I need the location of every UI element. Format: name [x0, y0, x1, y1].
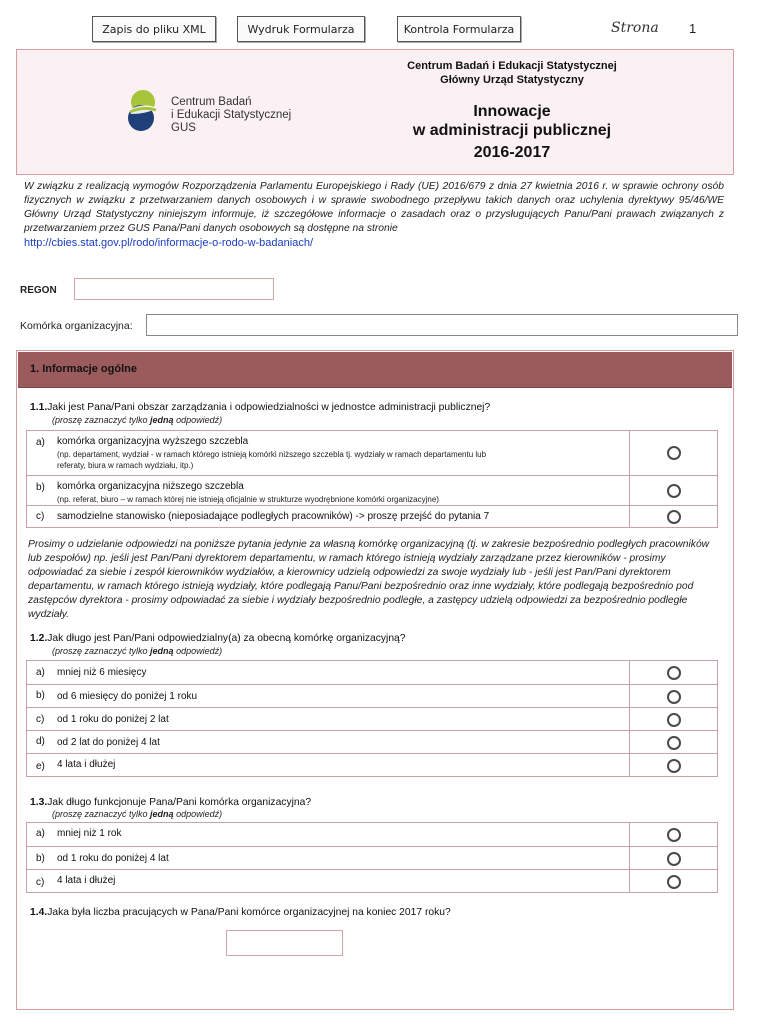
question-1-1 [30, 402, 490, 413]
option-radio-cell [629, 685, 717, 707]
option-label: mniej niż 1 rok [57, 828, 122, 839]
option-radio-cell [629, 506, 717, 527]
option-letter: b) [36, 690, 45, 701]
hint-post: odpowiedź) [173, 415, 223, 425]
section-1-title: 1. Informacje ogólne [30, 363, 137, 375]
radio-button-1-1-b[interactable] [667, 484, 681, 498]
radio-button-1-2-e[interactable] [667, 759, 681, 773]
hint-post: odpowiedź) [173, 646, 223, 656]
regon-label: REGON [20, 285, 57, 296]
page-label: Strona [611, 20, 659, 36]
option-radio-cell [629, 823, 717, 846]
page-number: 1 [689, 21, 697, 36]
option-letter: c) [36, 714, 45, 725]
gdpr-notice [24, 180, 724, 250]
radio-button-1-3-b[interactable] [667, 852, 681, 866]
option-letter: a) [36, 667, 45, 678]
option-radio-cell [629, 431, 717, 475]
radio-button-1-2-a[interactable] [667, 666, 681, 680]
option-label: komórka organizacyjna niższego szczebla [57, 481, 244, 492]
radio-button-1-1-a[interactable] [667, 446, 681, 460]
question-text: Jak długo funkcjonuje Pana/Pani komórka organizacyjna? [47, 797, 312, 808]
option-label: komórka organizacyjna wyższego szczebla [57, 436, 249, 447]
unit-input[interactable] [146, 314, 738, 336]
option-letter: b) [36, 853, 45, 864]
logo-emblem-icon [125, 88, 165, 132]
option-radio-cell [629, 661, 717, 684]
option-radio-cell [629, 754, 717, 776]
option-row [27, 846, 717, 869]
form-title-line1: Innowacje [473, 103, 551, 120]
question-1-2-options [26, 660, 718, 777]
gdpr-info-link[interactable]: http://cbies.stat.gov.pl/rodo/informacje-o-rodo-w-badaniach/ [24, 237, 313, 249]
staff-count-input[interactable] [226, 930, 343, 956]
option-label: mniej niż 6 miesięcy [57, 667, 147, 678]
hint-bold: jedną [150, 646, 174, 656]
question-1-3 [30, 797, 311, 808]
option-row [27, 707, 717, 730]
logo-text-line2: i Edukacji Statystycznej GUS [171, 109, 292, 134]
question-text: Jak długo jest Pan/Pani odpowiedzialny(a) za obecną komórkę organizacyjną? [47, 633, 406, 644]
question-text: Jaka była liczba pracujących w Pana/Pani komórce organizacyjnej na koniec 2017 roku? [47, 907, 451, 918]
question-1-1-options [26, 430, 718, 528]
radio-button-1-1-c[interactable] [667, 510, 681, 524]
option-radio-cell [629, 870, 717, 892]
option-row [27, 475, 717, 505]
option-label: samodzielne stanowisko (nieposiadające podległych pracowników) -> proszę przejść do pytania 7 [57, 511, 490, 522]
question-number: 1.1. [30, 402, 48, 413]
question-1-2 [30, 633, 406, 644]
question-1-3-options [26, 822, 718, 893]
option-letter: a) [36, 437, 45, 448]
validate-form-button[interactable]: Kontrola Formularza [397, 16, 521, 42]
option-letter: b) [36, 482, 45, 493]
option-row [27, 753, 717, 776]
print-form-button[interactable]: Wydruk Formularza [237, 16, 365, 42]
option-row [27, 431, 717, 475]
instructions-paragraph: Prosimy o udzielanie odpowiedzi na poniższe pytania jedynie za własną komórkę organizacyjną (tj. w zakresie bezpośrednio podległych pracowników lub zespołów) np. jeśli jest Pan/Pani dyrektorem departamentu, w ramach którego istnieją wydziały zarządzane przez kierowników - prosimy odpowiadać za siebie i zespół kierowników wydziałów, a kierownicy udzielą odpowiedzi za swoje wydziały lub - jeśli jest Pan/Pani dyrektorem departamentu, w ramach którego istnieją wydziały, które podlegają Panu/Pani bezpośrednio oraz inne wydziały, które podlegają bezpośrednio pod zastępców dyrektora - prosimy odpowiadać za siebie i wydziały bezpośrednio podległe, a zastępcy udzielą odpowiedzi za bezpośrednio podległe wydziały. [28, 539, 710, 620]
option-label: od 6 miesięcy do poniżej 1 roku [57, 691, 198, 702]
question-1-2-hint [52, 646, 222, 656]
question-1-1-hint [52, 415, 222, 425]
option-label: 4 lata i dłużej [57, 875, 116, 886]
option-label: od 2 lat do poniżej 4 lat [57, 737, 160, 748]
radio-button-1-2-c[interactable] [667, 713, 681, 727]
option-row [27, 823, 717, 846]
option-label: 4 lata i dłużej [57, 759, 116, 770]
question-text: Jaki jest Pana/Pani obszar zarządzania i odpowiedzialności w jednostce administracji publicznej? [47, 402, 491, 413]
option-row [27, 684, 717, 707]
option-letter: e) [36, 761, 45, 772]
option-radio-cell [629, 708, 717, 730]
option-letter: d) [36, 736, 45, 747]
option-label: od 1 roku do poniżej 4 lat [57, 853, 169, 864]
question-number: 1.2. [30, 633, 48, 644]
radio-button-1-2-d[interactable] [667, 736, 681, 750]
option-row [27, 869, 717, 892]
option-sublabel: (np. referat, biuro – w ramach której nie istnieją oficjalnie w strukturze wyodrębnione komórki organizacyjne) [57, 495, 439, 504]
hint-pre: (proszę zaznaczyć tylko [52, 809, 151, 819]
hint-pre: (proszę zaznaczyć tylko [52, 415, 151, 425]
option-letter: c) [36, 511, 45, 522]
option-row [27, 505, 717, 527]
option-row [27, 730, 717, 753]
question-number: 1.3. [30, 797, 48, 808]
form-title-line3: 2016-2017 [473, 144, 551, 161]
option-label: od 1 roku do poniżej 2 lat [57, 714, 169, 725]
logo-text-line1: Centrum Badań [171, 96, 252, 108]
question-1-4 [30, 907, 451, 918]
option-radio-cell [629, 476, 717, 505]
xml-export-button[interactable]: Zapis do pliku XML [92, 16, 216, 42]
institution-subname: Główny Urząd Statystyczny [440, 74, 584, 86]
radio-button-1-3-c[interactable] [667, 875, 681, 889]
hint-pre: (proszę zaznaczyć tylko [52, 646, 151, 656]
option-letter: a) [36, 828, 45, 839]
option-letter: c) [36, 877, 45, 888]
question-1-3-hint [52, 809, 222, 819]
section-1-header [18, 352, 732, 388]
hint-bold: jedną [150, 415, 174, 425]
form-header [16, 49, 734, 175]
regon-input[interactable] [74, 278, 274, 300]
gus-logo [125, 88, 315, 134]
option-row [27, 661, 717, 684]
gdpr-notice-text: W związku z realizacją wymogów Rozporządzenia Parlamentu Europejskiego i Rady (UE) 2016/679 z dnia 27 kwietnia 2016 r. w sprawie ochrony osób fizycznych w związku z przetwarzaniem danych osobowych i w sprawie swobodnego przepływu takich danych oraz uchylenia dyrektywy 95/46/WE Główny Urząd Statystyczny niniejszym informuje, iż szczegółowe informacje o zasadach oraz o przysługujących Panu/Pani prawach związanych z przetwarzaniem przez GUS Pana/Pani danych osobowych są dostępne na stronie [24, 181, 724, 234]
option-radio-cell [629, 731, 717, 753]
option-sublabel: (np. departament, wydział - w ramach którego istnieją komórki niższego szczebla tj. wydziały w ramach departamentu lub referaty, biura w ramach wydziału, itp.) [57, 450, 487, 470]
form-title-line2: w administracji publicznej [412, 122, 612, 139]
hint-bold: jedną [150, 809, 174, 819]
hint-post: odpowiedź) [173, 809, 223, 819]
logo-text [171, 96, 315, 135]
question-number: 1.4. [30, 907, 48, 918]
option-radio-cell [629, 847, 717, 869]
institution-name: Centrum Badań i Edukacji Statystycznej [407, 60, 617, 72]
unit-label: Komórka organizacyjna: [20, 320, 133, 332]
radio-button-1-3-a[interactable] [667, 828, 681, 842]
radio-button-1-2-b[interactable] [667, 690, 681, 704]
